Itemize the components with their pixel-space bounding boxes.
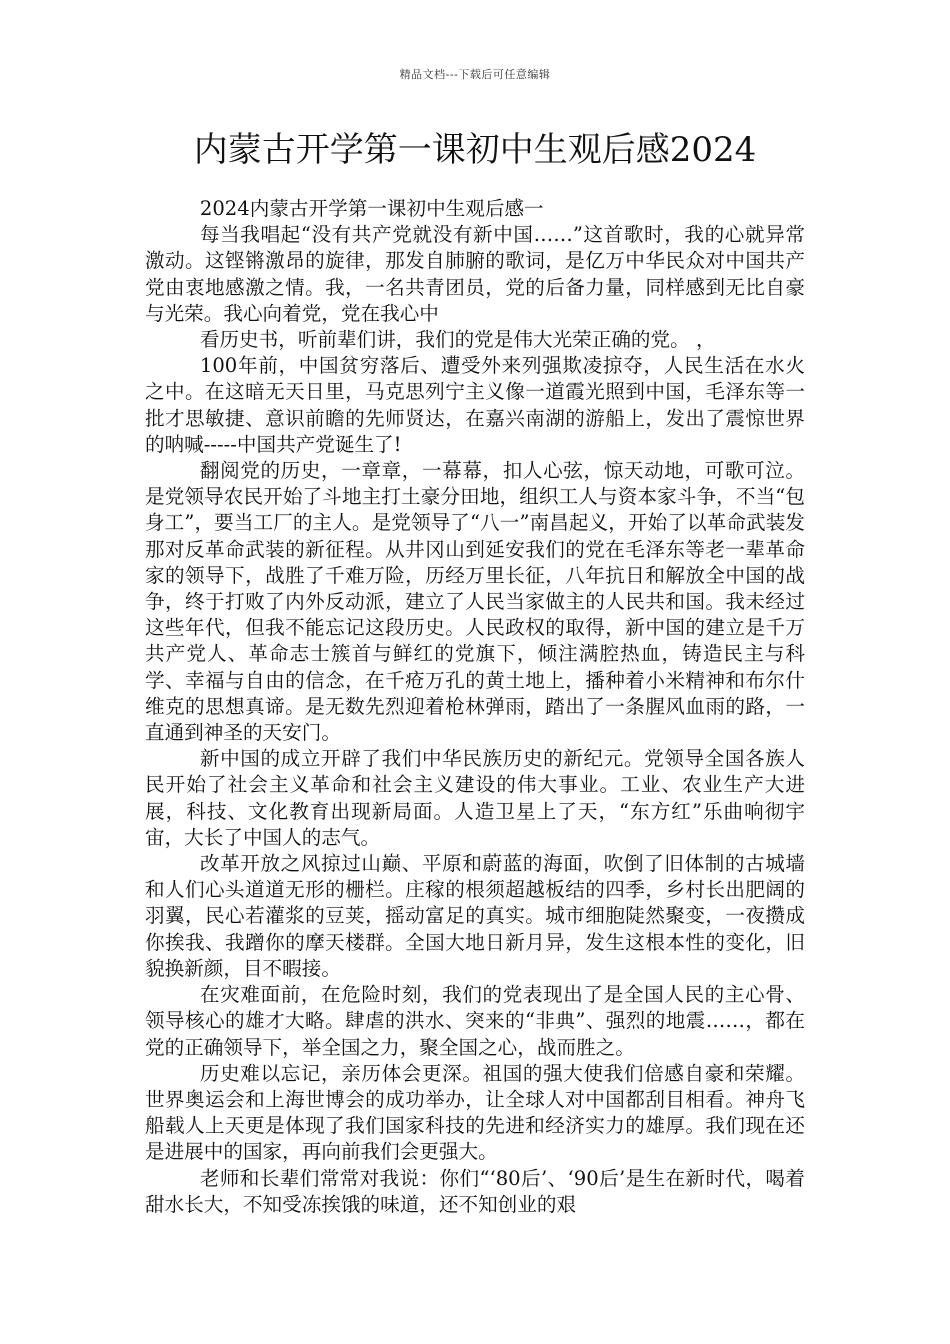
body-paragraph: 新中国的成立开辟了我们中华民族历史的新纪元。党领导全国各族人民开始了社会主义革命和社会主义建设的伟大事业。工业、农业生产大进展，科技、文化教育出现新局面。人造卫星上了天，“东方红”乐曲响彻宇宙，大长了中国人的志气。 <box>145 747 805 849</box>
body-paragraph: 100年前，中国贫穷落后、遭受外来列强欺凌掠夺，人民生活在水火之中。在这暗无天日里，马克思列宁主义像一道霞光照到中国，毛泽东等一批才思敏捷、意识前瞻的先师贤达，在嘉兴南湖的游船上，发出了震惊世界的呐喊-----中国共产党诞生了! <box>145 354 805 456</box>
body-paragraph: 老师和长辈们常常对我说：你们“‘80后’、‘90后’是生在新时代，喝着甜水长大，不知受冻挨饿的味道，还不知创业的艰 <box>145 1166 805 1216</box>
body-paragraph: 看历史书，听前辈们讲，我们的党是伟大光荣正确的党。 ， <box>199 328 716 352</box>
body-paragraph: 在灾难面前，在危险时刻，我们的党表现出了是全国人民的主心骨、领导核心的雄才大略。肆虐的洪水、突来的“非典”、强烈的地震……，都在党的正确领导下，举全国之力，聚全国之心，战而胜之。 <box>145 983 805 1059</box>
document-body <box>145 196 805 1218</box>
body-paragraph: 改革开放之风掠过山巅、平原和蔚蓝的海面，吹倒了旧体制的古城墙和人们心头道道无形的栅栏。庄稼的根须超越板结的四季，乡村长出肥阔的羽翼，民心若灌浆的豆荚，摇动富足的真实。城市细胞陡然聚变，一夜攒成你挨我、我蹭你的摩天楼群。全国大地日新月异，发生这根本性的变化，旧貌换新颜，目不暇接。 <box>145 852 805 980</box>
document-title: 内蒙古开学第一课初中生观后感2024 <box>193 130 757 170</box>
body-paragraph: 每当我唱起“没有共产党就没有新中国……”这首歌时，我的心就异常激动。这铿锵激昂的旋律，那发自肺腑的歌词，是亿万中华民众对中国共产党由衷地感激之情。我，一名共青团员，党的后备力量，同样感到无比自豪与光荣。我心向着党，党在我心中 <box>145 223 805 325</box>
header-note: 精品文档---下载后可任意编辑 <box>399 68 551 81</box>
subtitle-paragraph: 2024内蒙古开学第一课初中生观后感一 <box>199 197 544 220</box>
body-paragraph: 历史难以忘记，亲历体会更深。祖国的强大使我们倍感自豪和荣耀。世界奥运会和上海世博会的成功举办，让全球人对中国都刮目相看。神舟飞船载人上天更是体现了我们国家科技的先进和经济实力的雄厚。我们现在还是进展中的国家，再向前我们会更强大。 <box>145 1061 805 1164</box>
body-paragraph: 翻阅党的历史，一章章，一幕幕，扣人心弦，惊天动地，可歌可泣。是党领导农民开始了斗地主打土豪分田地，组织工人与资本家斗争，不当“包身工”，要当工厂的主人。是党领导了“八一”南昌起义，开始了以革命武装发那对反革命武装的新征程。从井冈山到延安我们的党在毛泽东等老一辈革命家的领导下，战胜了千难万险，历经万里长征，八年抗日和解放全中国的战争，终于打败了内外反动派，建立了人民当家做主的人民共和国。我未经过这些年代，但我不能忘记这段历史。人民政权的取得，新中国的建立是千万共产党人、革命志士簇首与鲜红的党旗下，倾注满腔热血，铸造民主与科学、幸福与自由的信念，在千疮万孔的黄土地上，播种着小米精神和布尔什维克的思想真谛。是无数先烈迎着枪林弹雨，踏出了一条腥风血雨的路，一直通到神圣的天安门。 <box>145 459 805 745</box>
